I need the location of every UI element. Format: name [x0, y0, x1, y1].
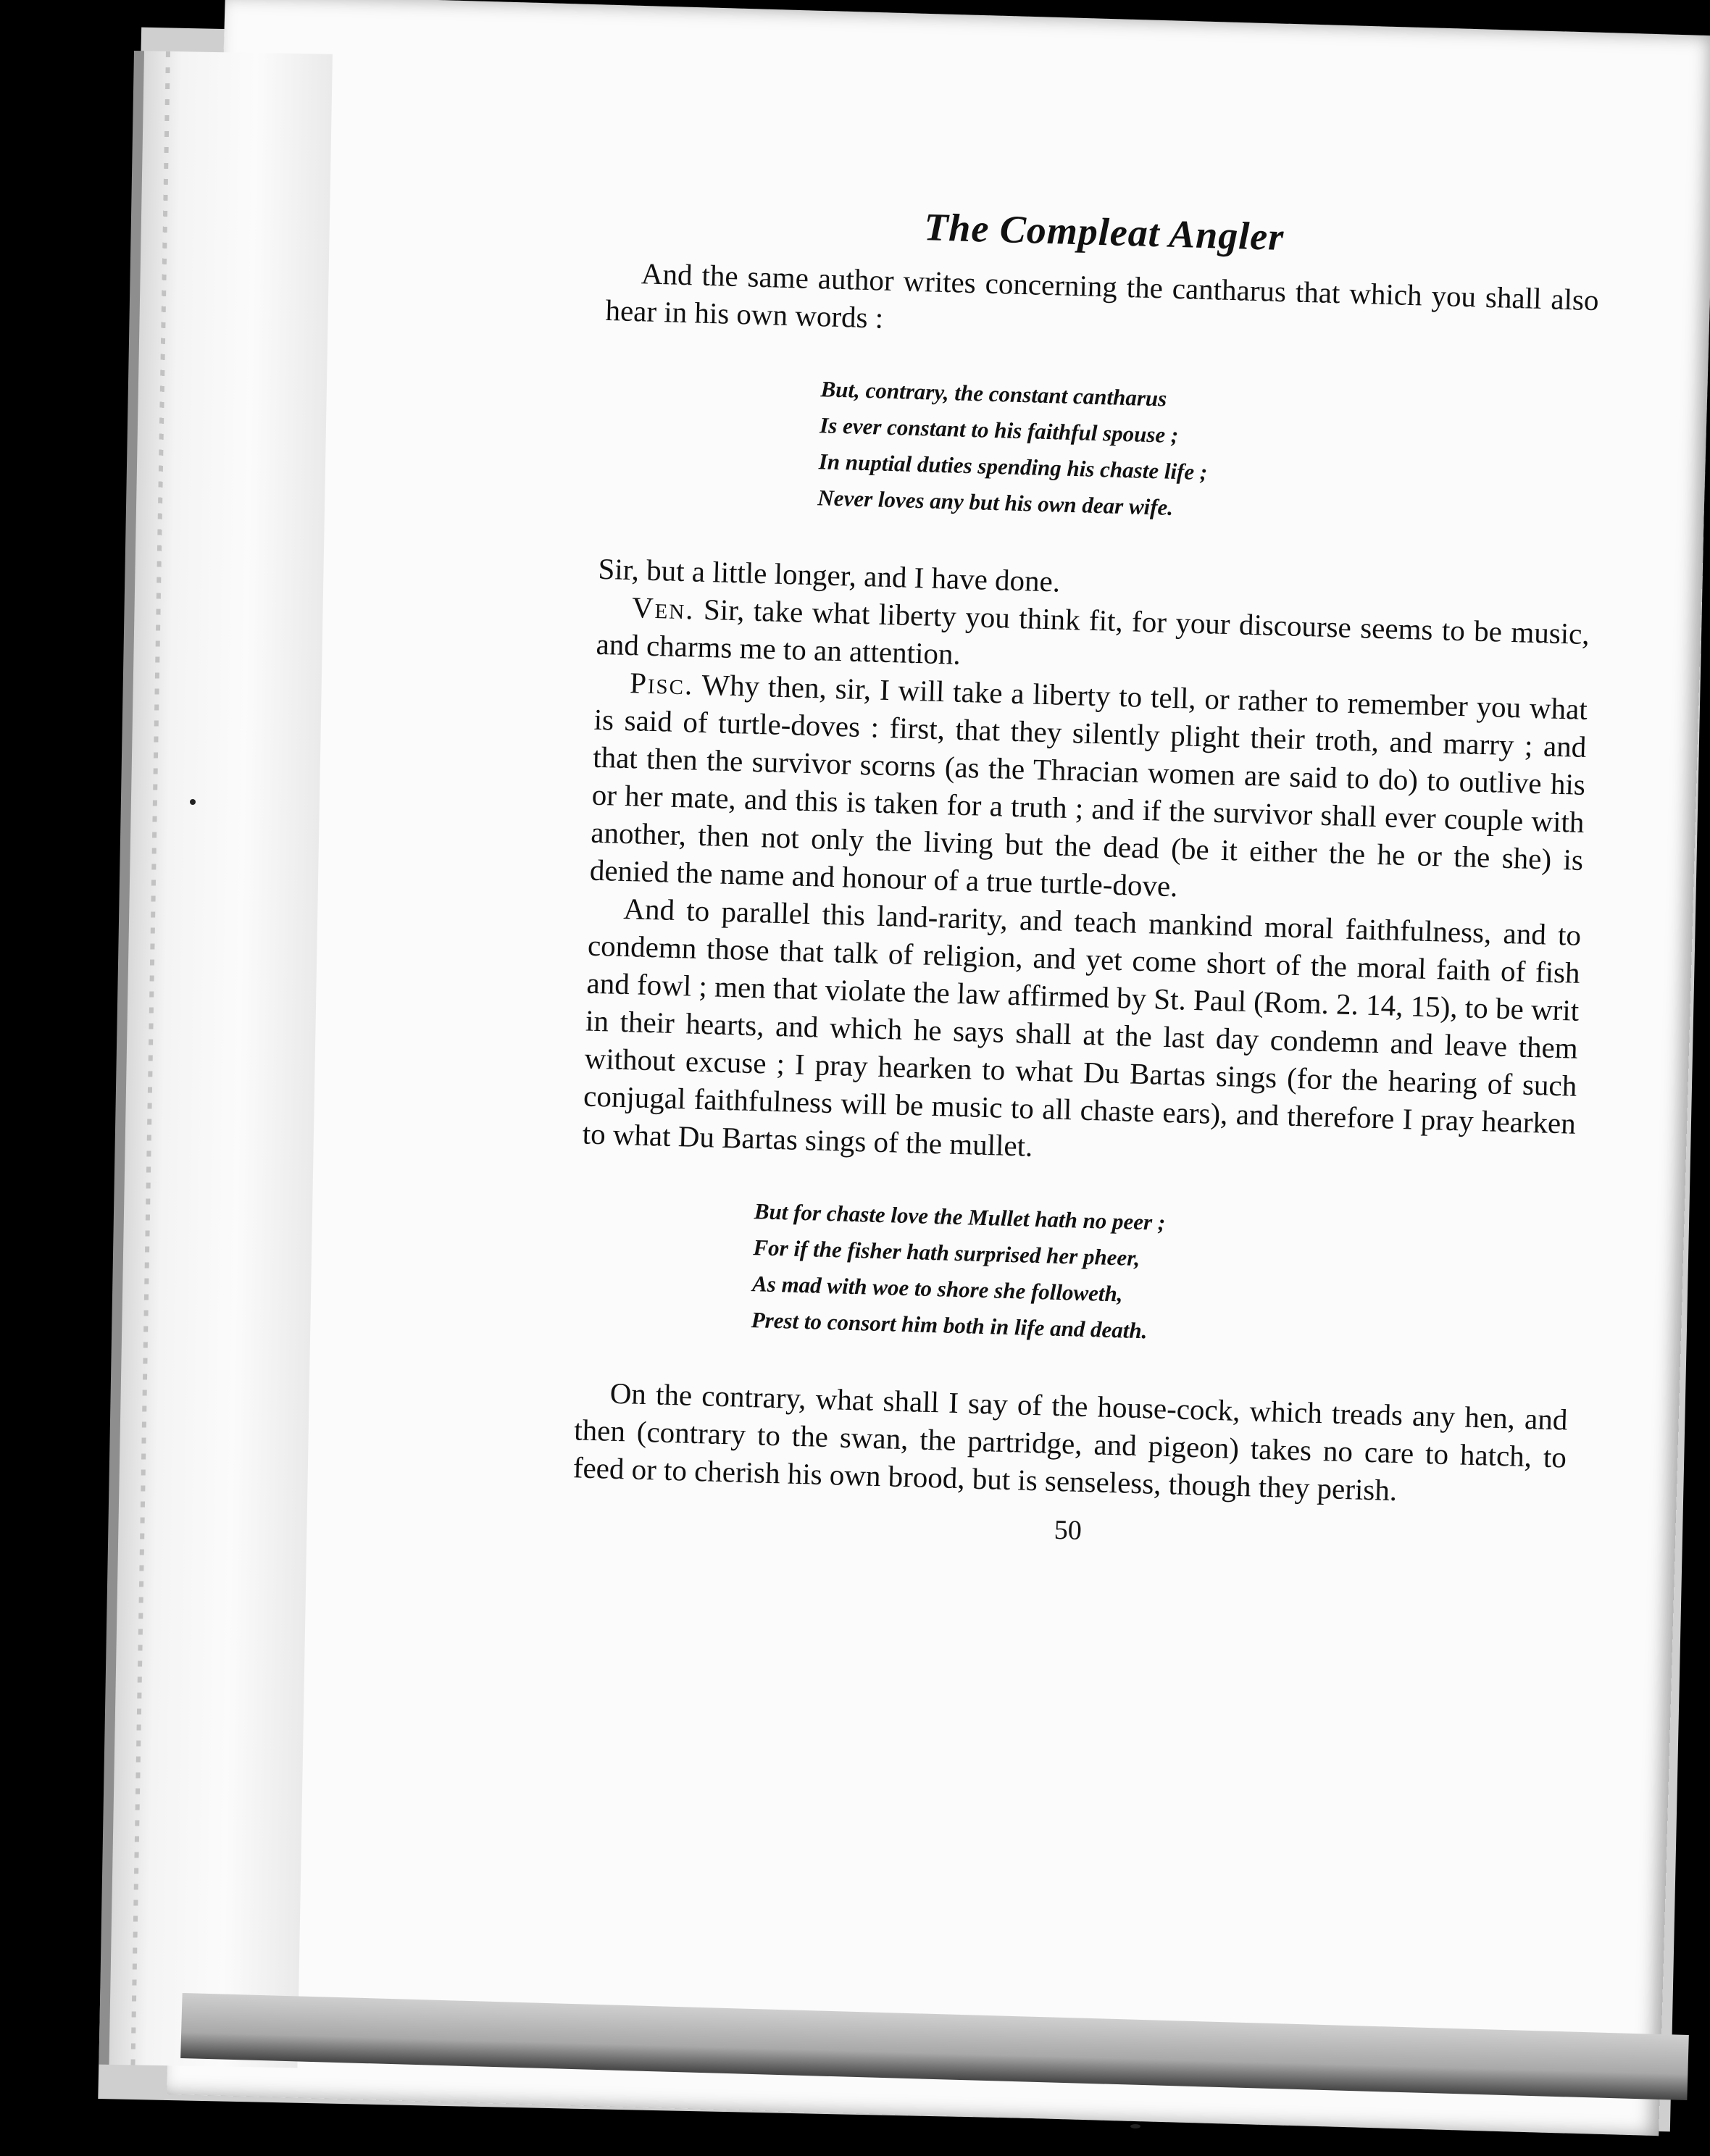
verse-line: Prest to consort him both in life and death.	[751, 1307, 1148, 1344]
venator-text: Sir, take what liberty you think fit, for your discourse seems to be music, and charms me to an attention.	[596, 592, 1590, 671]
verse-cantharus	[600, 365, 1596, 538]
piscator-text: Why then, sir, I will take a liberty to tell, or rather to remember you what is said of turtle-doves : first, that they silently plight their troth, and marry ; and that then the survivor scorns (as the Thracian women are said to do) to outlive his or her mate, and this is taken for a truth ; and if the survivor shall ever couple with another, then not only the living but the dead (be it either the he or the she) is denied the name and honour of a true turtle-dove.	[589, 667, 1588, 903]
paragraph-parallel: And to parallel this land-rarity, and teach mankind moral faithfulness, and to condemn those that talk of religion, and yet come short of the moral faith of fish and fowl ; men that violate the law affirmed by St. Paul (Rom. 2. 14, 15), to be writ in their hearts, and which he says shall at the last day condemn and leave them without excuse ; I pray hearken to what Du Bartas sings (for the hearing of such conjugal faithfulness will be music to all chaste ears), and therefore I pray hearken to what Du Bartas sings of the mullet.	[582, 891, 1582, 1163]
verse-line: For if the fisher hath surprised her pheer,	[753, 1234, 1140, 1271]
verse-line: As mad with woe to shore she followeth,	[751, 1271, 1124, 1307]
verse-line: In nuptial duties spending his chaste life ;	[818, 448, 1208, 485]
page-number: 50	[1054, 1514, 1083, 1546]
running-head: The Compleat Angler	[923, 205, 1285, 259]
verse-mullet	[577, 1188, 1573, 1361]
text-block	[571, 196, 1601, 1560]
paragraph-sir: Sir, but a little longer, and I have done.	[597, 551, 1061, 598]
speaker-ven: Ven.	[631, 590, 696, 626]
speaker-pisc: Pisc.	[629, 666, 695, 701]
ink-speck	[1130, 2124, 1140, 2128]
verse-line: But, contrary, the constant cantharus	[820, 376, 1167, 411]
verse-line: Is ever constant to his faithful spouse ;	[819, 412, 1179, 448]
paragraph-intro: And the same author writes concerning the cantharus that which you shall also hear in his own words :	[604, 256, 1600, 335]
verse-line: But for chaste love the Mullet hath no peer ;	[754, 1198, 1166, 1235]
ink-speck	[190, 799, 196, 805]
paragraph-contrary: On the contrary, what shall I say of the house-cock, which treads any hen, and then (contrary to the swan, the partridge, and pigeon) takes no care to hatch, to feed or to cherish his own brood, but is senseless, though they perish.	[572, 1376, 1568, 1508]
verse-line: Never loves any but his own dear wife.	[817, 485, 1174, 520]
book-fore-edge	[99, 51, 332, 2068]
paragraph-piscator	[589, 663, 1588, 916]
